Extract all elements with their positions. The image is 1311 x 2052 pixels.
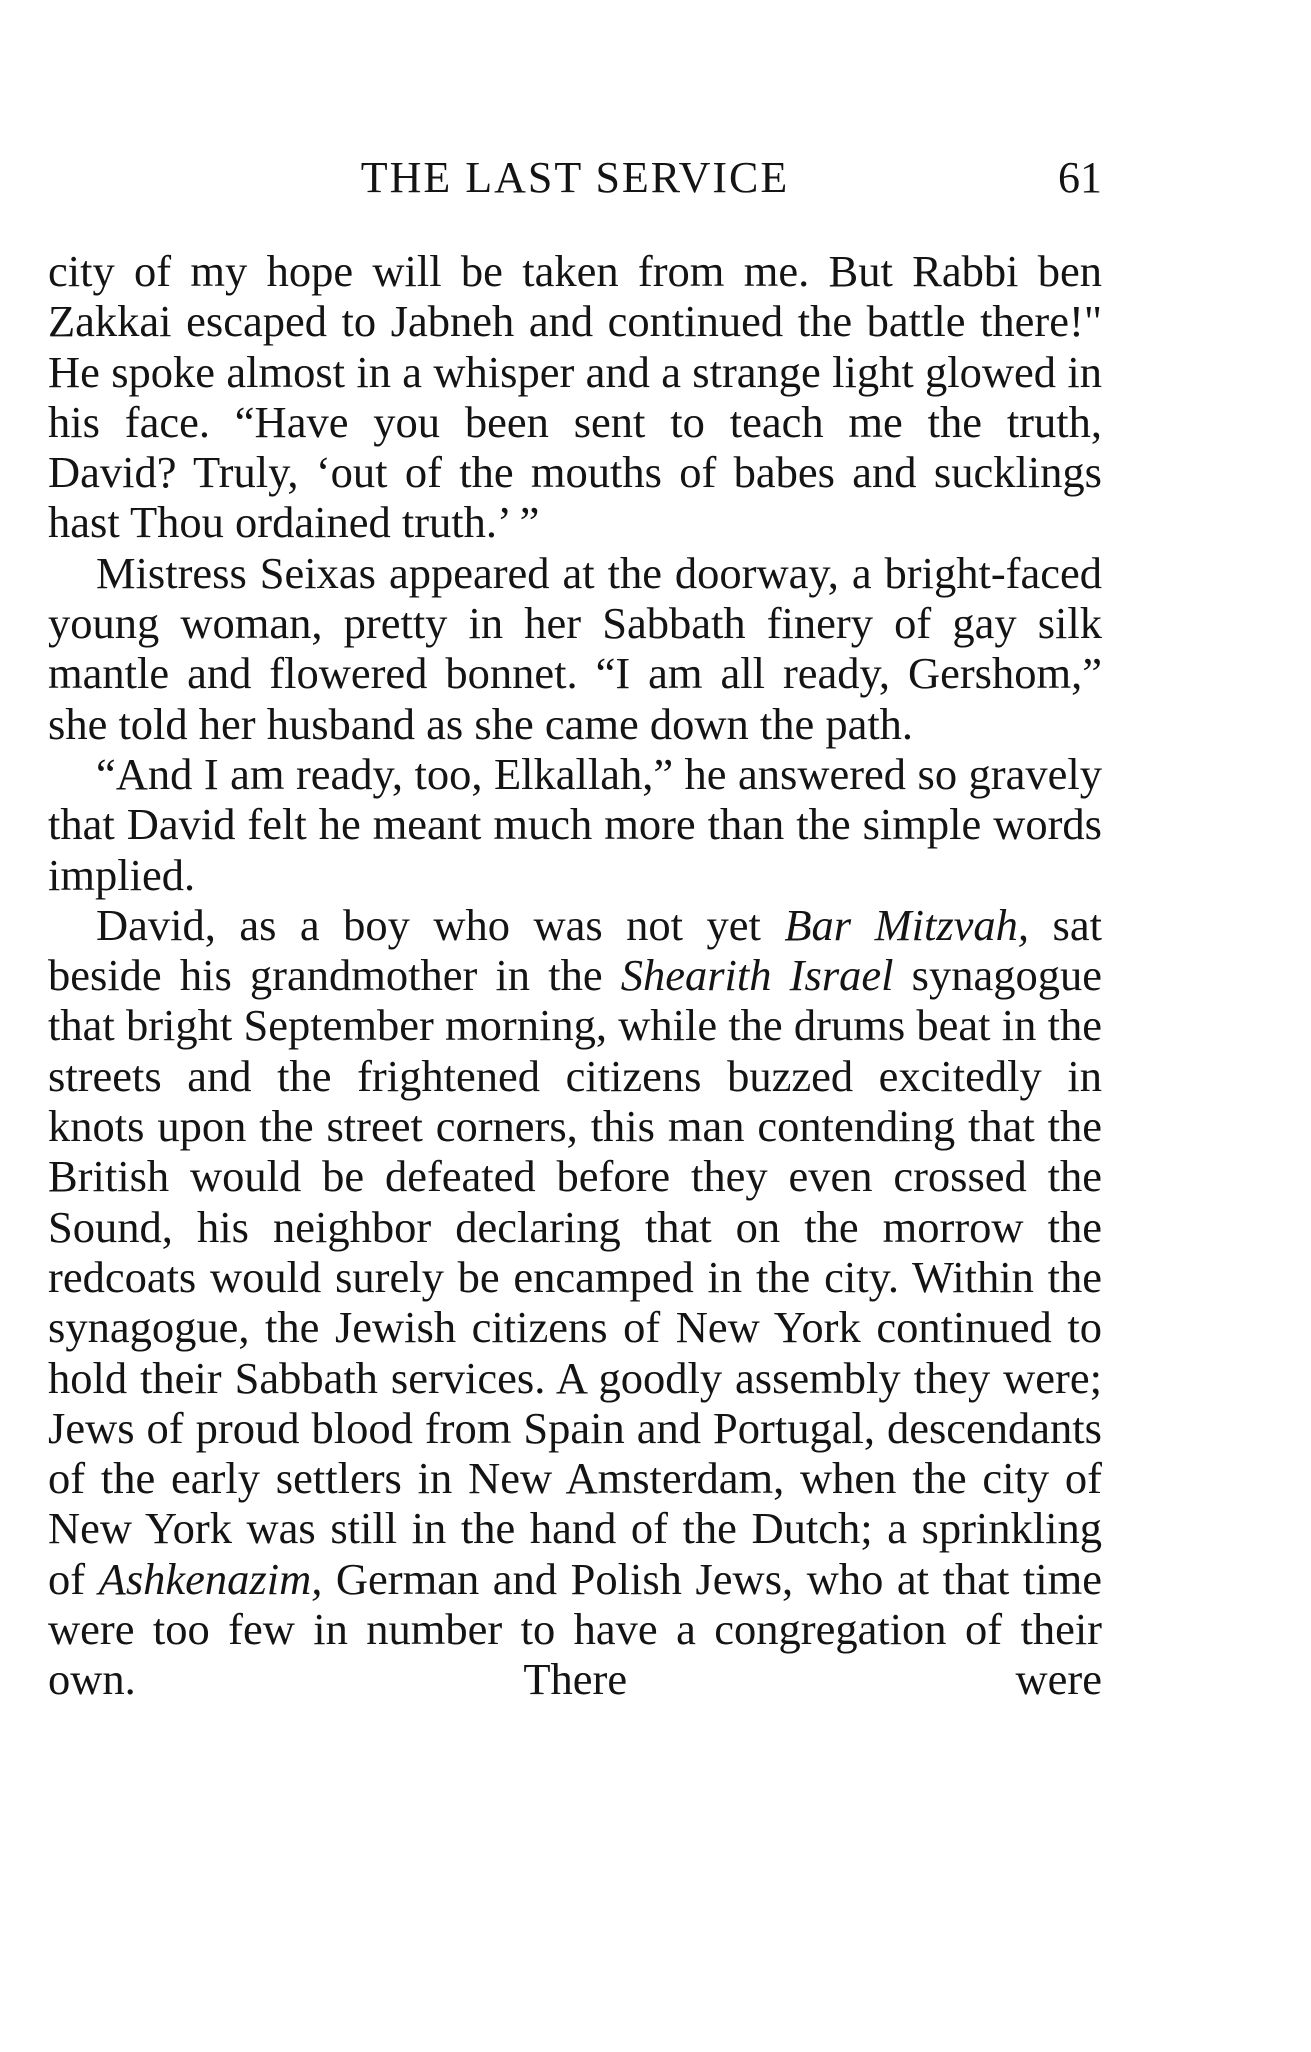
paragraph: city of my hope will be taken from me. But Rabbi ben Zakkai escaped to Jabneh and continued the battle there!" He spoke almost in a whisper and a strange light glowed in his face. “Have you been sent to teach me the truth, David? Truly, ‘out of the mouths of babes and sucklings hast Thou ordained truth.’ ” xyxy=(48,246,1102,548)
running-head: THE LAST SERVICE xyxy=(360,153,790,202)
text-run: David, as a boy who was not yet xyxy=(96,899,785,950)
text-run: sat beside his grandmother in the xyxy=(48,899,1102,1001)
body-text xyxy=(48,246,1102,1705)
paragraph: Mistress Seixas appeared at the doorway, a bright-faced young woman, pretty in her Sabbath finery of gay silk mantle and flowered bonnet. “I am all ready, Gershom,” she told her husband as she came down the path. xyxy=(48,547,1102,749)
text-run: German and Polish Jews, who at that time were too few in number to have a congregation of their own. There were xyxy=(48,1553,1102,1705)
text-run: synagogue that bright September morning, while the drums beat in the streets and the frightened citizens buzzed excitedly in knots upon the street corners, this man contending that the British would be defeated before they even crossed the Sound, his neighbor declaring that on the morrow the redcoats would surely be encamped in the city. Within the synagogue, the Jewish citizens of New York continued to hold their Sabbath services. A goodly assembly they were; Jews of proud blood from Spain and Portugal, descendants of the early settlers in New Amsterdam, when the city of New York was still in the hand of the Dutch; a sprinkling of xyxy=(48,950,1102,1604)
page-header xyxy=(48,148,1102,208)
paragraph xyxy=(48,900,1102,1705)
italic-term: Bar Mitzvah, xyxy=(784,899,1030,950)
paragraph: “And I am ready, too, Elkallah,” he answered so gravely that David felt he meant much more than the simple words implied. xyxy=(48,748,1102,900)
page-number: 61 xyxy=(1058,153,1102,202)
italic-term: Shearith Israel xyxy=(620,950,894,1001)
italic-term: Ashkenazim, xyxy=(98,1553,323,1604)
